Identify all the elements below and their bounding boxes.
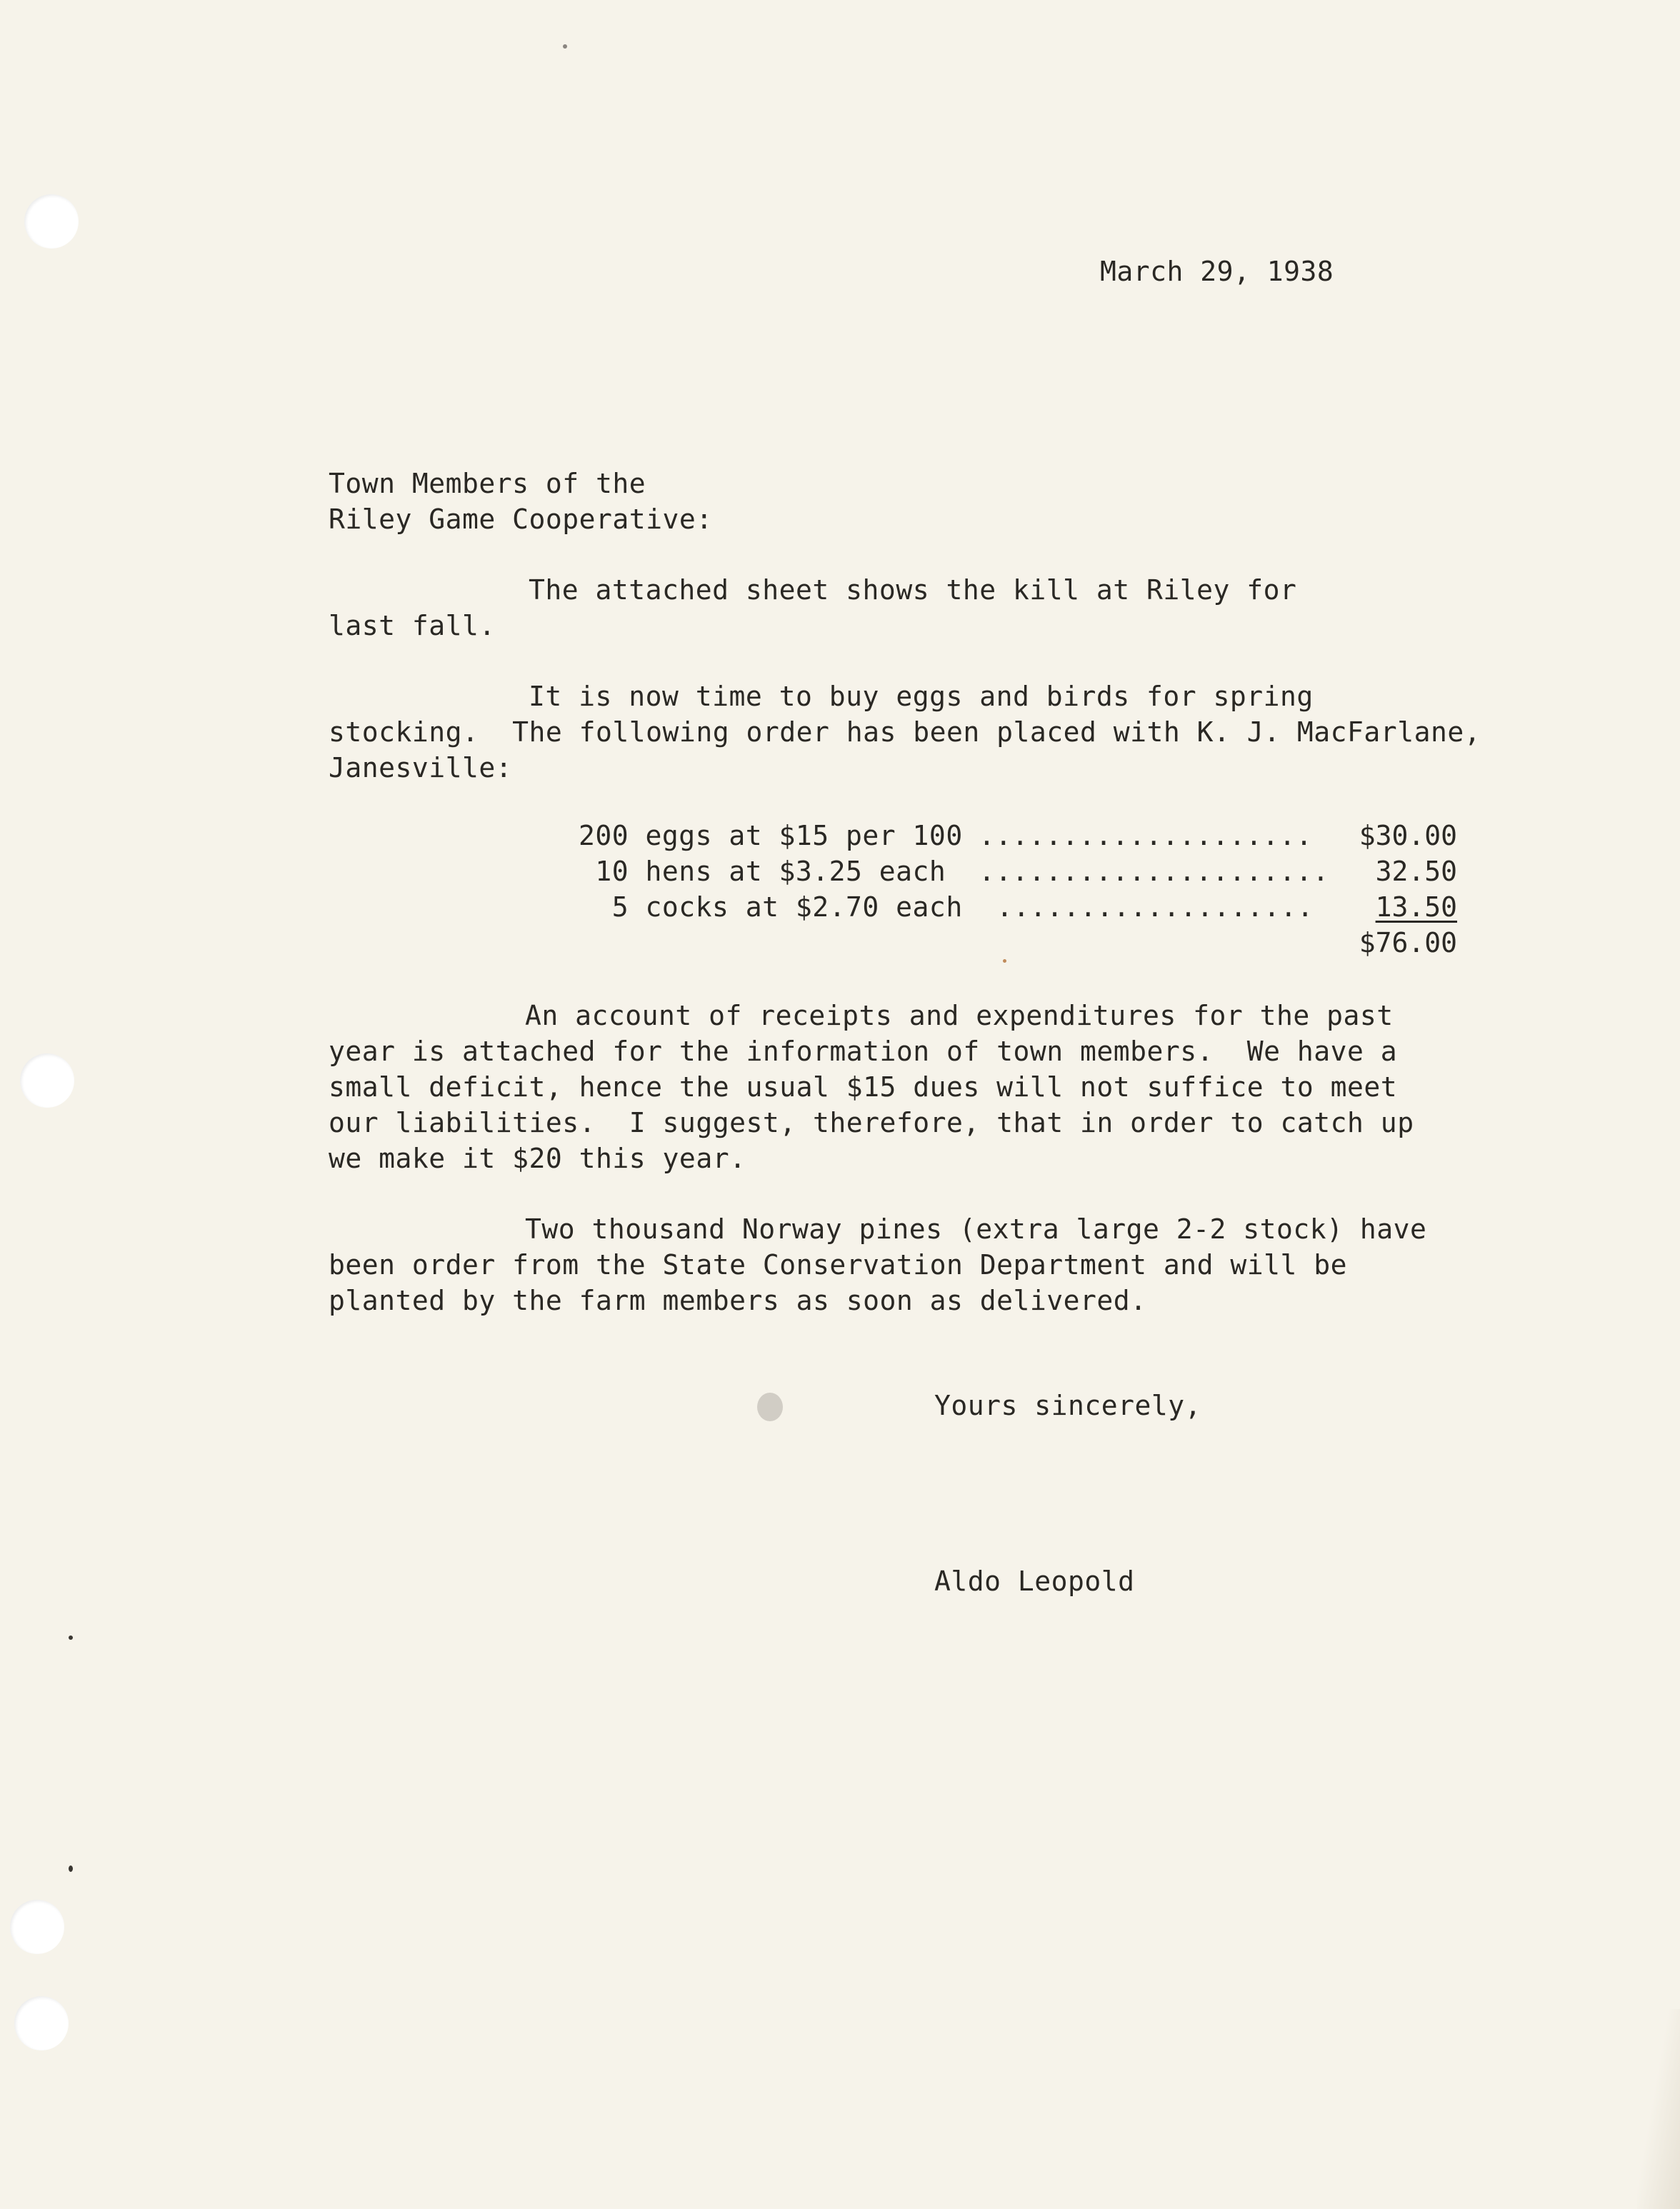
paragraph-2-line-3: Janesville: — [329, 752, 513, 783]
order-item-description: 200 eggs at $15 per 100 — [579, 820, 963, 851]
order-item-leader: .................... — [979, 820, 1313, 851]
paragraph-1-line-1: The attached sheet shows the kill at Riley for — [529, 574, 1297, 606]
page-corner-shadow — [1637, 2009, 1680, 2209]
paragraph-4-line-2: been order from the State Conservation Department and will be — [329, 1249, 1348, 1281]
paragraph-3-line-1: An account of receipts and expenditures for the past — [525, 1000, 1394, 1031]
paragraph-2-line-1: It is now time to buy eggs and birds for spring — [529, 681, 1314, 712]
paper-speck — [1003, 959, 1006, 963]
paper-smudge — [757, 1393, 783, 1421]
punch-hole-top — [24, 194, 79, 249]
punch-hole-bottom — [14, 1996, 69, 2050]
paragraph-3-line-3: small deficit, hence the usual $15 dues will not suffice to meet — [329, 1071, 1398, 1103]
order-total: $76.00 — [1359, 927, 1457, 958]
order-item-leader: ................... — [996, 891, 1314, 923]
paper-speck — [563, 44, 567, 49]
order-item-amount: $30.00 — [1359, 820, 1457, 851]
order-item-leader: ..................... — [979, 856, 1329, 887]
order-item-description: 5 cocks at $2.70 each — [579, 891, 963, 923]
paragraph-2-line-2: stocking. The following order has been placed with K. J. MacFarlane, — [329, 716, 1481, 748]
paragraph-1-line-2: last fall. — [329, 610, 496, 641]
punch-hole-lower — [10, 1900, 64, 1954]
salutation-line-2: Riley Game Cooperative: — [329, 504, 713, 535]
punch-hole-middle — [20, 1053, 74, 1108]
paper-speck — [69, 1636, 73, 1640]
closing: Yours sincerely, — [934, 1390, 1202, 1421]
signature-name: Aldo Leopold — [934, 1566, 1135, 1597]
paragraph-3-line-2: year is attached for the information of town members. We have a — [329, 1036, 1398, 1067]
letter-date: March 29, 1938 — [1100, 256, 1334, 287]
paragraph-3-line-5: we make it $20 this year. — [329, 1143, 746, 1174]
paragraph-3-line-4: our liabilities. I suggest, therefore, that in order to catch up — [329, 1107, 1414, 1138]
paper-speck — [69, 1865, 73, 1872]
order-item-amount: 13.50 — [1375, 891, 1457, 923]
salutation-line-1: Town Members of the — [329, 468, 646, 499]
order-item-description: 10 hens at $3.25 each — [579, 856, 946, 887]
paragraph-4-line-3: planted by the farm members as soon as delivered. — [329, 1285, 1147, 1316]
order-item-amount: 32.50 — [1375, 856, 1457, 887]
paragraph-4-line-1: Two thousand Norway pines (extra large 2-2 stock) have — [525, 1213, 1427, 1245]
